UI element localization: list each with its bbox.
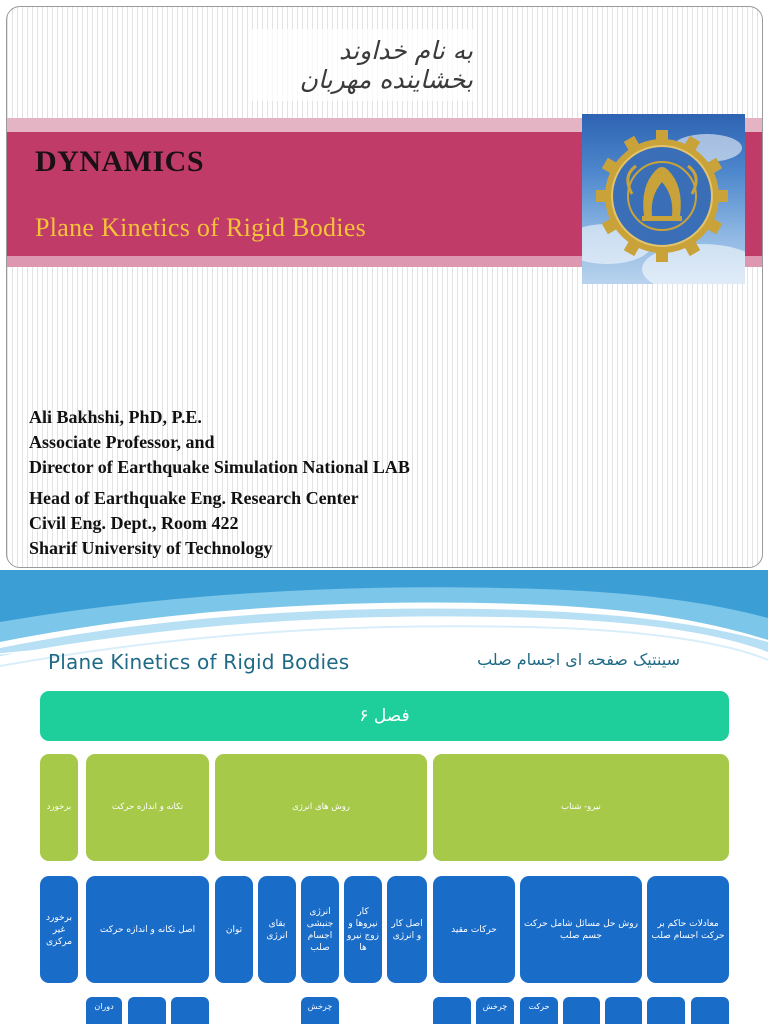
topic-energy-conservation: بقای انرژی (258, 876, 296, 983)
author-university: Sharif University of Technology (29, 538, 273, 558)
slide-title: DYNAMICS (35, 145, 204, 178)
basmala-calligraphy: به نام خداوند بخشاینده مهربان (251, 29, 473, 101)
subtopic-box: دوران (86, 997, 122, 1024)
chapter-box: فصل ۶ (40, 691, 729, 741)
topic-kinetic-energy: انرژی جنبشی اجسام صلب (301, 876, 339, 983)
subtopic-box: حرکت (520, 997, 558, 1024)
topic-power: توان (215, 876, 253, 983)
author-name: Ali Bakhshi, PhD, P.E. (29, 407, 202, 427)
author-info (29, 405, 410, 561)
category-force-acceleration: نیرو- شتاب (433, 754, 729, 861)
slide-subtitle: Plane Kinetics of Rigid Bodies (35, 213, 367, 242)
category-energy-methods: روش های انرژی (215, 754, 427, 861)
subtopic-box: چرخش (301, 997, 339, 1024)
university-logo (582, 114, 745, 284)
subtopic-box (128, 997, 166, 1024)
topic-oblique-impact: برخورد غیر مرکزی (40, 876, 78, 983)
topic-work-energy-principle: اصل کار و انرژی (387, 876, 427, 983)
subtopic-box (563, 997, 600, 1024)
subtopic-box (647, 997, 685, 1024)
slide2-title-fa: سینتیک صفحه ای اجسام صلب (477, 650, 680, 669)
subtopic-box (605, 997, 642, 1024)
author-lab-role: Director of Earthquake Simulation National LAB (29, 457, 410, 477)
subtopic-box (171, 997, 209, 1024)
subtopic-box (433, 997, 471, 1024)
sharif-university-seal-icon (582, 114, 745, 284)
topic-constrained-motion: حرکات مقید (433, 876, 515, 983)
title-slide (6, 6, 763, 568)
author-position: Associate Professor, and (29, 432, 215, 452)
slide2-title-en: Plane Kinetics of Rigid Bodies (48, 650, 350, 674)
topic-impulse-momentum-principle: اصل تکانه و اندازه حرکت (86, 876, 209, 983)
category-impulse-momentum: تکانه و اندازه حرکت (86, 754, 209, 861)
author-center-role: Head of Earthquake Eng. Research Center (29, 488, 359, 508)
subtopic-box (691, 997, 729, 1024)
category-impact: برخورد (40, 754, 78, 861)
author-department: Civil Eng. Dept., Room 422 (29, 513, 239, 533)
topic-governing-equations: معادلات حاکم بر حرکت اجسام صلب (647, 876, 729, 983)
topic-problem-solving: روش حل مسائل شامل حرکت جسم صلب (520, 876, 642, 983)
topic-work-of-forces: کار نیروها و زوج نیرو ها (344, 876, 382, 983)
subtopic-box: چرخش (476, 997, 514, 1024)
